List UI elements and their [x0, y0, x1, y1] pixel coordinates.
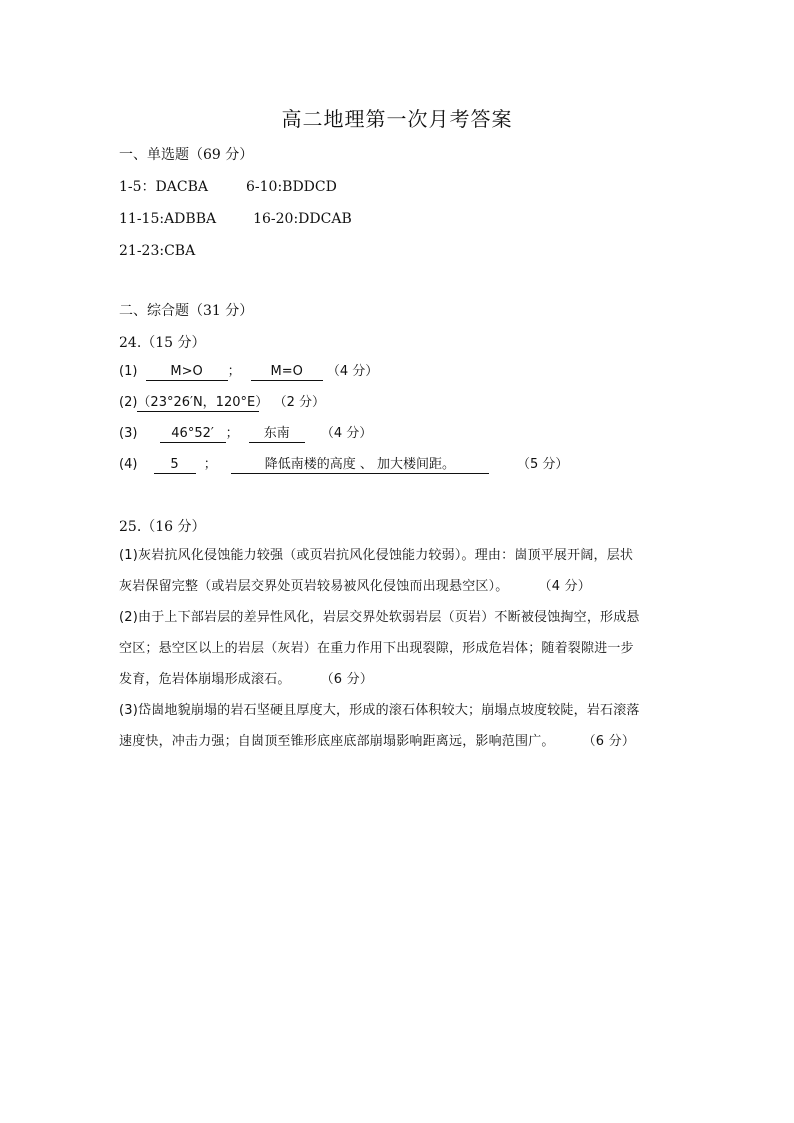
q24-p4-score: （5 分）: [517, 457, 569, 472]
q25-part3-line2: 速度快，冲击力强；自崮顶至锥形底座底部崩塌影响距离远，影响范围广。 （6 分）: [119, 734, 636, 749]
q24-part1: [119, 363, 378, 381]
q25-p1-score: （4 分）: [538, 579, 591, 594]
q24-p3-score: （4 分）: [320, 426, 373, 441]
section1-heading: 一、单选题（69 分）: [119, 147, 254, 163]
q25-part1-line1: (1)灰岩抗风化侵蚀能力较强（或页岩抗风化侵蚀能力较弱）。理由：崮顶平展开阔，层状: [119, 548, 634, 563]
answer-row-2: [119, 210, 352, 228]
section2-heading: 二、综合题（31 分）: [119, 303, 254, 319]
answer-16-20: 16-20:DDCAB: [253, 211, 352, 227]
q24-part2: [119, 394, 325, 412]
q25-part2-line2: 空区；悬空区以上的岩层（灰岩）在重力作用下出现裂隙，形成危岩体；随着裂隙进一步: [119, 641, 634, 656]
q24-p4-number: (4): [119, 457, 138, 472]
answer-21-23: 21-23:CBA: [119, 243, 196, 259]
q25-part1-line2: 灰岩保留完整（或岩层交界处页岩较易被风化侵蚀而出现悬空区）。 （4 分）: [119, 579, 591, 594]
q24-p4-separator: ；: [203, 457, 217, 472]
q24-p2-score: （2 分）: [273, 395, 325, 410]
q24-p4-answer2: 降低南楼的高度 、 加大楼间距。: [231, 457, 489, 474]
q24-p3-answer1: 46°52′: [160, 426, 226, 443]
q24-p1-score: （4 分）: [326, 364, 379, 379]
q25-part2-line3: 发育，危岩体崩塌形成滚石。 （6 分）: [119, 672, 374, 687]
q24-p4-answer1: 5: [154, 457, 196, 474]
q24-p2-number: (2): [119, 395, 138, 410]
q24-part4: [119, 456, 568, 474]
q24-p3-answer2: 东南: [249, 426, 305, 443]
q24-p3-separator: ；: [225, 426, 239, 441]
page-title: 高二地理第一次月考答案: [281, 107, 513, 131]
q25-p3-score: （6 分）: [582, 734, 636, 749]
answer-1-5: 1-5：DACBA: [119, 179, 208, 195]
q24-p2-answer: （23°26′N，120°E）: [137, 395, 269, 410]
q24-p1-answer2: M=O: [251, 364, 323, 381]
answer-row-3: [119, 242, 195, 260]
answer-row-1: [119, 178, 337, 196]
q25-p2-score: （6 分）: [320, 672, 374, 687]
q25-heading: 25.（16 分）: [119, 519, 206, 535]
q24-part3: [119, 425, 372, 443]
answer-6-10: 6-10:BDDCD: [246, 179, 337, 195]
q24-p1-separator: ；: [227, 364, 241, 379]
q24-p1-answer1: M>O: [146, 364, 228, 381]
q25-part3-line1: (3)岱崮地貌崩塌的岩石坚硬且厚度大，形成的滚石体积较大；崩塌点坡度较陡，岩石滚落: [119, 703, 640, 718]
q24-p1-number: (1): [119, 364, 138, 379]
q25-answers: [119, 540, 679, 757]
q24-p3-number: (3): [119, 426, 138, 441]
q25-part2-line1: (2)由于上下部岩层的差异性风化，岩层交界处软弱岩层（页岩）不断被侵蚀掏空，形成悬: [119, 610, 640, 625]
q24-heading: 24.（15 分）: [119, 335, 206, 351]
answer-11-15: 11-15:ADBBA: [119, 211, 217, 227]
